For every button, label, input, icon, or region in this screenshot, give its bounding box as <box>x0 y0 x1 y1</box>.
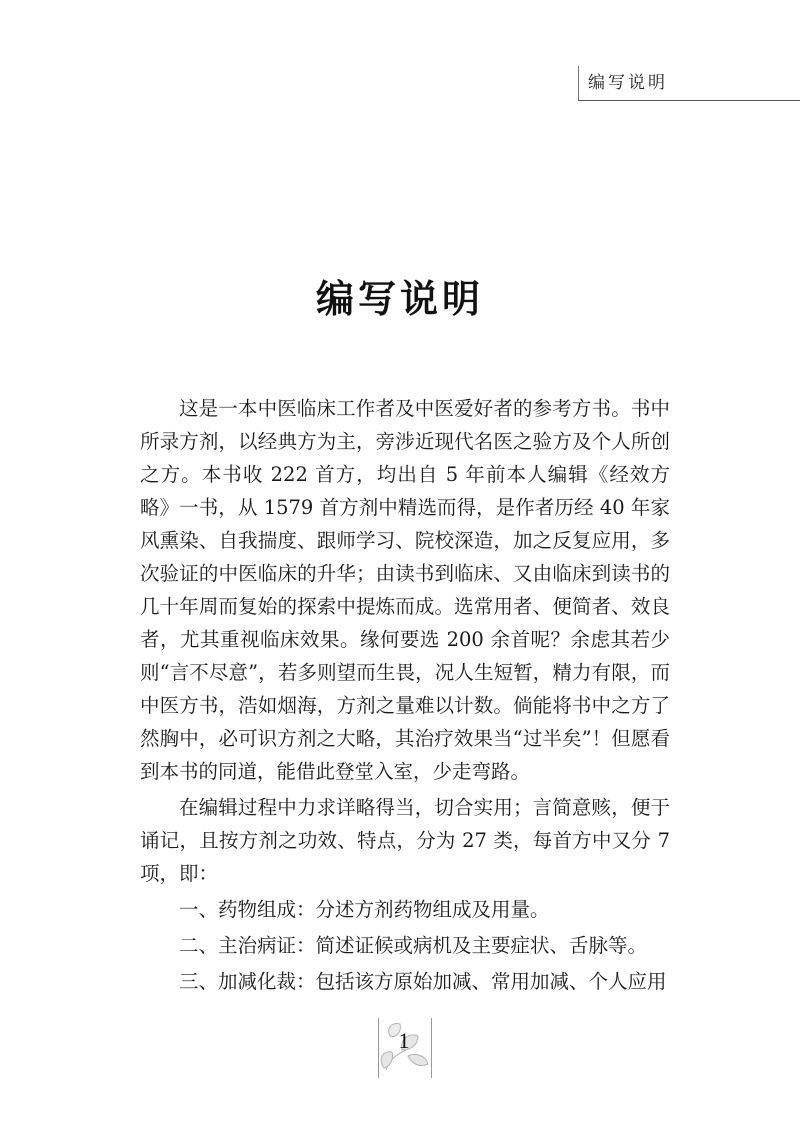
list-item-indications: 二、主治病证：简述证候或病机及主要症状、舌脉等。 <box>179 934 648 957</box>
page-title: 编写说明 <box>315 277 484 321</box>
page-number: 1 <box>398 1028 410 1053</box>
header-rule <box>578 100 800 101</box>
body-text <box>140 392 670 1001</box>
running-header-title: 编写说明 <box>588 73 668 93</box>
list-item-composition: 一、药物组成：分述方剂药物组成及用量。 <box>179 898 550 921</box>
header-divider-vertical <box>578 66 579 100</box>
list-item-modifications: 三、加减化裁：包括该方原始加减、常用加减、个人应用 <box>179 970 667 993</box>
paragraph-editing: 在编辑过程中力求详略得当，切合实用；言简意赅，便于诵记，且按方剂之功效、特点，分为 27 类，每首方中又分 7 项，即： <box>140 796 670 885</box>
page-footer <box>372 1010 436 1082</box>
paragraph-intro: 这是一本中医临床工作者及中医爱好者的参考方书。书中所录方剂，以经典方为主，旁涉近现代名医之验方及个人所创之方。本书收 222 首方，均出自 5 年前本人编辑《经效方略》一书，从 1579 首方剂中精选而得，是作者历经 40 年家风熏染、自我揣度、跟师学习、院校深造，加之反复应用，多次验证的中医临床的升华；由读书到临床、又由临床到读书的几十年周而复始的探索中提炼而成。选常用者、便简者、效良者，尤其重视临床效果。缘何要选 200 余首呢？余虑其若少则“言不尽意”，若多则望而生畏，况人生短暂，精力有限，而中医方书，浩如烟海，方剂之量难以计数。倘能将书中之方了然胸中，必可识方剂之大略，其治疗效果当“过半矣”！但愿看到本书的同道，能借此登堂入室，少走弯路。 <box>140 397 670 783</box>
